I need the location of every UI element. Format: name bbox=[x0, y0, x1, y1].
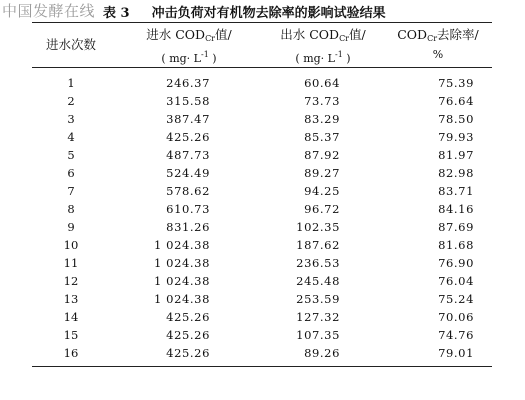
cell-removal-rate: 82.98 bbox=[438, 166, 474, 180]
cell-removal-rate: 70.06 bbox=[438, 310, 474, 324]
header-influent-cod-tail: 值/ bbox=[215, 27, 232, 42]
cell-influent-cod: 246.37 bbox=[166, 76, 210, 90]
cell-removal-rate: 81.68 bbox=[438, 238, 474, 252]
cell-inflow-count: 6 bbox=[67, 166, 75, 180]
header-influent-unit-post: ) bbox=[208, 52, 217, 65]
cell-inflow-count: 7 bbox=[67, 184, 75, 198]
cell-effluent-cod: 87.92 bbox=[304, 148, 340, 162]
table-row bbox=[32, 326, 492, 344]
watermark-text: 中国发酵在线 bbox=[2, 2, 96, 20]
cell-influent-cod: 425.26 bbox=[166, 346, 210, 360]
cell-effluent-cod: 83.29 bbox=[304, 112, 340, 126]
cell-influent-cod: 1 024.38 bbox=[153, 292, 210, 306]
cell-removal-rate: 87.69 bbox=[438, 220, 474, 234]
table-row bbox=[32, 110, 492, 128]
cell-influent-cod: 578.62 bbox=[166, 184, 210, 198]
header-influent-cod bbox=[124, 27, 254, 67]
header-removal-main: COD bbox=[397, 27, 428, 42]
cell-influent-cod: 524.49 bbox=[166, 166, 210, 180]
cell-inflow-count: 15 bbox=[63, 328, 79, 342]
cell-inflow-count: 14 bbox=[63, 310, 79, 324]
header-removal-unit: % bbox=[432, 48, 444, 61]
cell-influent-cod: 315.58 bbox=[166, 94, 210, 108]
cell-influent-cod: 610.73 bbox=[166, 202, 210, 216]
table-title: 冲击负荷对有机物去除率的影响试验结果 bbox=[151, 6, 386, 21]
cell-inflow-count: 4 bbox=[67, 130, 75, 144]
cell-inflow-count: 10 bbox=[63, 238, 79, 252]
bottom-rule bbox=[32, 366, 492, 367]
cell-effluent-cod: 73.73 bbox=[304, 94, 340, 108]
cell-effluent-cod: 96.72 bbox=[304, 202, 340, 216]
cell-influent-cod: 1 024.38 bbox=[153, 256, 210, 270]
header-effluent-unit-post: ) bbox=[342, 52, 351, 65]
cell-influent-cod: 1 024.38 bbox=[153, 274, 210, 288]
cell-inflow-count: 16 bbox=[63, 346, 79, 360]
cell-influent-cod: 425.26 bbox=[166, 328, 210, 342]
table-row bbox=[32, 290, 492, 308]
table-row bbox=[32, 308, 492, 326]
table-row bbox=[32, 92, 492, 110]
cell-effluent-cod: 89.27 bbox=[304, 166, 340, 180]
header-effluent-cod-main: 出水 COD bbox=[280, 27, 340, 42]
table-row bbox=[32, 200, 492, 218]
cell-effluent-cod: 60.64 bbox=[304, 76, 340, 90]
table-row bbox=[32, 218, 492, 236]
cell-effluent-cod: 85.37 bbox=[304, 130, 340, 144]
table-row bbox=[32, 254, 492, 272]
header-effluent-cod-tail: 值/ bbox=[349, 27, 366, 42]
cell-inflow-count: 11 bbox=[63, 256, 79, 270]
cell-removal-rate: 81.97 bbox=[438, 148, 474, 162]
table-row bbox=[32, 236, 492, 254]
header-effluent-cod-sub: Cr bbox=[339, 34, 350, 43]
header-influent-cod-sub: Cr bbox=[205, 34, 216, 43]
cell-influent-cod: 425.26 bbox=[166, 310, 210, 324]
cell-inflow-count: 13 bbox=[63, 292, 79, 306]
cell-influent-cod: 1 024.38 bbox=[153, 238, 210, 252]
header-influent-unit-sup: -1 bbox=[200, 50, 209, 59]
cell-removal-rate: 76.64 bbox=[438, 94, 474, 108]
table-row bbox=[32, 344, 492, 362]
cell-inflow-count: 8 bbox=[67, 202, 75, 216]
results-table bbox=[32, 22, 492, 367]
cell-influent-cod: 487.73 bbox=[166, 148, 210, 162]
table-row bbox=[32, 164, 492, 182]
cell-inflow-count: 12 bbox=[63, 274, 79, 288]
table-row bbox=[32, 74, 492, 92]
cell-effluent-cod: 245.48 bbox=[296, 274, 340, 288]
table-row bbox=[32, 182, 492, 200]
table-body bbox=[32, 68, 492, 366]
cell-effluent-cod: 89.26 bbox=[304, 346, 340, 360]
cell-inflow-count: 3 bbox=[67, 112, 75, 126]
cell-removal-rate: 79.93 bbox=[438, 130, 474, 144]
cell-effluent-cod: 127.32 bbox=[296, 310, 340, 324]
header-inflow-count bbox=[32, 37, 110, 53]
cell-removal-rate: 84.16 bbox=[438, 202, 474, 216]
cell-effluent-cod: 107.35 bbox=[296, 328, 340, 342]
header-inflow-count-label: 进水次数 bbox=[45, 37, 96, 52]
header-influent-unit-pre: ( mg· L bbox=[161, 52, 201, 65]
cell-effluent-cod: 236.53 bbox=[296, 256, 340, 270]
cell-removal-rate: 78.50 bbox=[438, 112, 474, 126]
cell-removal-rate: 74.76 bbox=[438, 328, 474, 342]
cell-removal-rate: 79.01 bbox=[438, 346, 474, 360]
cell-effluent-cod: 94.25 bbox=[304, 184, 340, 198]
cell-effluent-cod: 187.62 bbox=[296, 238, 340, 252]
cell-effluent-cod: 102.35 bbox=[296, 220, 340, 234]
cell-inflow-count: 1 bbox=[67, 76, 75, 90]
cell-influent-cod: 387.47 bbox=[166, 112, 210, 126]
cell-inflow-count: 2 bbox=[67, 94, 75, 108]
table-number: 表 3 bbox=[103, 6, 130, 21]
table-row bbox=[32, 146, 492, 164]
cell-inflow-count: 5 bbox=[67, 148, 75, 162]
header-effluent-unit-pre: ( mg· L bbox=[295, 52, 335, 65]
table-header bbox=[32, 23, 492, 67]
cell-removal-rate: 76.90 bbox=[438, 256, 474, 270]
table-row bbox=[32, 272, 492, 290]
header-removal-rate bbox=[384, 27, 492, 63]
cell-influent-cod: 425.26 bbox=[166, 130, 210, 144]
header-removal-tail: 去除率/ bbox=[437, 27, 479, 42]
header-influent-cod-main: 进水 COD bbox=[146, 27, 206, 42]
table-row bbox=[32, 128, 492, 146]
cell-removal-rate: 75.24 bbox=[438, 292, 474, 306]
cell-removal-rate: 76.04 bbox=[438, 274, 474, 288]
cell-inflow-count: 9 bbox=[67, 220, 75, 234]
cell-removal-rate: 83.71 bbox=[438, 184, 474, 198]
cell-influent-cod: 831.26 bbox=[166, 220, 210, 234]
cell-removal-rate: 75.39 bbox=[438, 76, 474, 90]
cell-effluent-cod: 253.59 bbox=[296, 292, 340, 306]
header-removal-sub: Cr bbox=[427, 34, 438, 43]
table-caption bbox=[103, 2, 386, 21]
header-effluent-cod bbox=[258, 27, 388, 67]
header-effluent-unit-sup: -1 bbox=[334, 50, 343, 59]
